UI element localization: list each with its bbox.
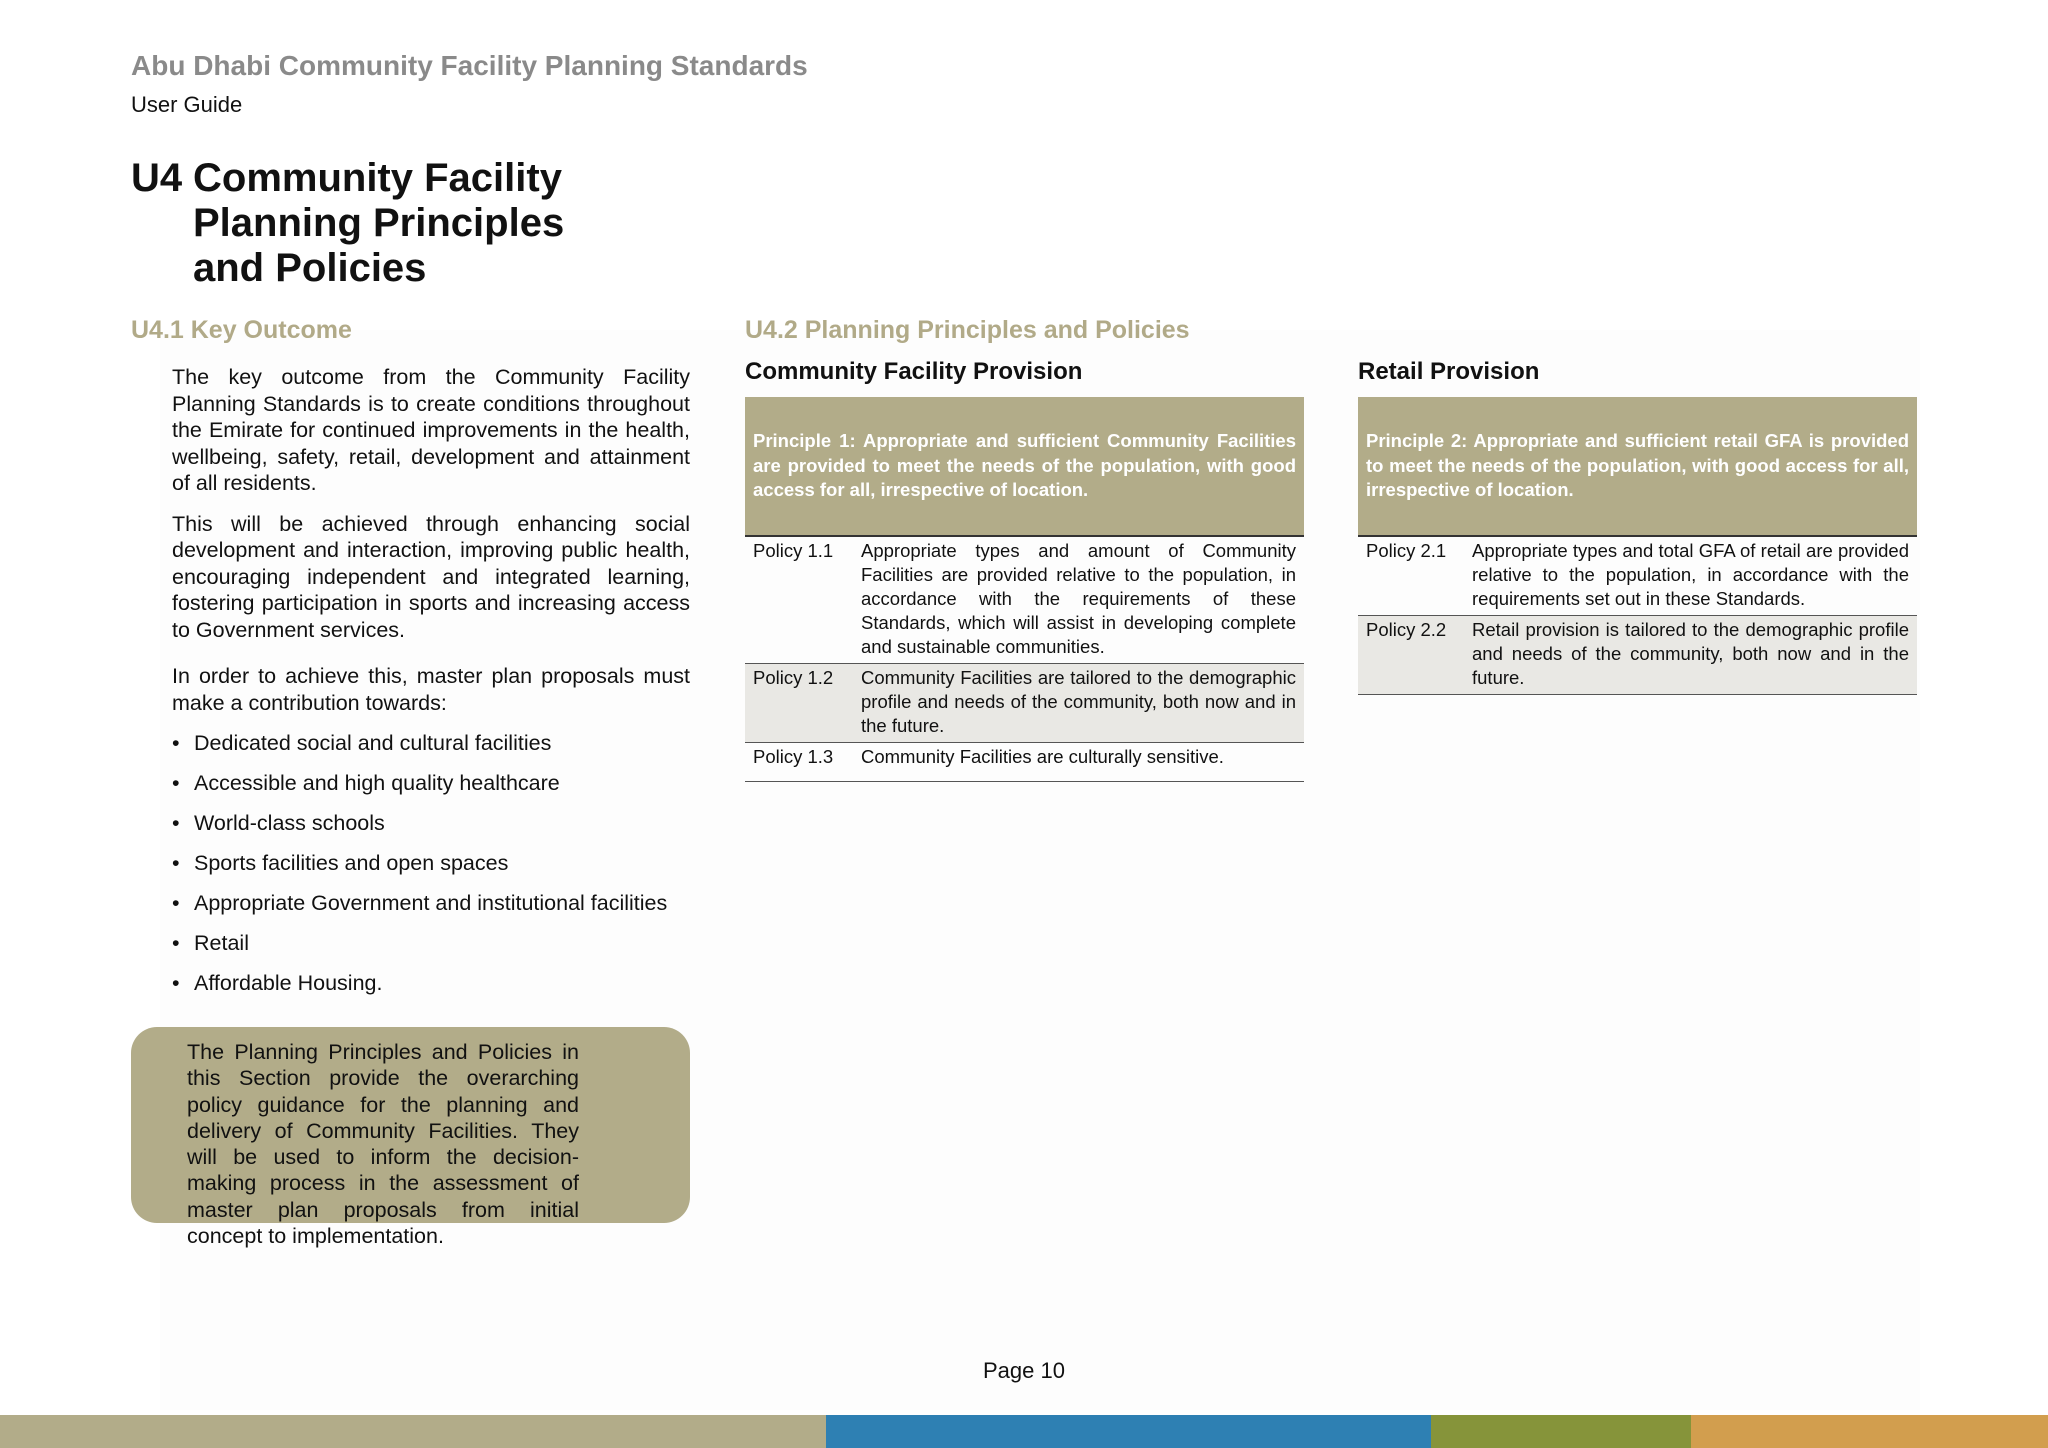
section-title-line: Community Facility — [193, 156, 562, 200]
bullet-icon: • — [172, 771, 180, 795]
policy-text: Retail provision is tailored to the demographic profile and needs of the community, both now and in the future. — [1464, 616, 1917, 695]
principles-heading: U4.2 Planning Principles and Policies — [745, 316, 1190, 344]
policy-text: Appropriate types and total GFA of retail are provided relative to the population, in accordance with the requirements set out in these Standards. — [1464, 536, 1917, 616]
principle-1-banner — [745, 397, 1304, 535]
document-subtitle: User Guide — [131, 92, 243, 117]
policy-id: Policy 1.3 — [745, 743, 853, 782]
footer-color-bar-3 — [1431, 1415, 1691, 1448]
key-outcome-heading: U4.1 Key Outcome — [131, 316, 352, 344]
bullet-icon: • — [172, 891, 180, 915]
page-number: Page 10 — [983, 1358, 1065, 1383]
section-number: U4 — [131, 156, 183, 200]
policy-id: Policy 2.2 — [1358, 616, 1464, 695]
policy-id: Policy 1.2 — [745, 664, 853, 743]
community-table-title: Community Facility Provision — [745, 358, 1083, 385]
key-outcome-body — [172, 364, 690, 1010]
section-title-line: and Policies — [193, 246, 427, 290]
retail-policy-table — [1358, 535, 1917, 695]
community-policy-table — [745, 535, 1304, 782]
paragraph: In order to achieve this, master plan proposals must make a contribution towards: — [172, 664, 690, 715]
policy-id: Policy 1.1 — [745, 536, 853, 664]
policy-text: Community Facilities are culturally sensitive. — [853, 743, 1304, 782]
table-row — [745, 536, 1304, 664]
list-item: • Sports facilities and open spaces — [172, 851, 509, 875]
callout-box — [131, 1027, 690, 1249]
footer-color-bar-2 — [826, 1415, 1431, 1448]
principle-text: Principle 1: Appropriate and sufficient Community Facilities are provided to meet the needs of the population, with good access for all, irrespective of location. — [753, 430, 1296, 501]
list-item: • Accessible and high quality healthcare — [172, 771, 560, 795]
contribution-list — [172, 730, 690, 997]
principle-text: Principle 2: Appropriate and sufficient retail GFA is provided to meet the needs of the population, with good access for all, irrespective of location. — [1366, 430, 1909, 501]
section-title-line: Planning Principles — [193, 201, 565, 245]
list-item: • Appropriate Government and institutional facilities — [172, 891, 668, 915]
bullet-icon: • — [172, 931, 180, 955]
table-row — [1358, 536, 1917, 616]
policy-text: Community Facilities are tailored to the demographic profile and needs of the community, both now and in the future. — [853, 664, 1304, 743]
paragraph: This will be achieved through enhancing social development and interaction, improving public health, encouraging independent and integrated learning, fostering participation in sports and increasing access to Government services. — [172, 511, 690, 642]
document-title: Abu Dhabi Community Facility Planning Standards — [131, 50, 808, 81]
callout-text: The Planning Principles and Policies in this Section provide the overarching policy guidance for the planning and delivery of Community Facilities. They will be used to inform the decision-making process in the assessment of master plan proposals from initial concept to implementation. — [187, 1040, 579, 1249]
policy-text: Appropriate types and amount of Community Facilities are provided relative to the population, in accordance with the requirements of these Standards, which will assist in developing complete and sustainable communities. — [853, 536, 1304, 664]
table-row — [745, 664, 1304, 743]
paragraph: The key outcome from the Community Facility Planning Standards is to create conditions throughout the Emirate for continued improvements in the health, wellbeing, safety, retail, development and attainment of all residents. — [172, 365, 690, 495]
list-item: • Dedicated social and cultural facilities — [172, 731, 552, 755]
list-item: • World-class schools — [172, 811, 385, 835]
footer-color-bar-1 — [0, 1415, 826, 1448]
bullet-icon: • — [172, 971, 180, 995]
principle-2-banner — [1358, 397, 1917, 535]
bullet-icon: • — [172, 811, 180, 835]
bullet-icon: • — [172, 731, 180, 755]
table-row — [745, 743, 1304, 782]
policy-id: Policy 2.1 — [1358, 536, 1464, 616]
retail-table-title: Retail Provision — [1358, 358, 1540, 385]
list-item: • Affordable Housing. — [172, 971, 383, 995]
bullet-icon: • — [172, 851, 180, 875]
table-row — [1358, 616, 1917, 695]
list-item: • Retail — [172, 931, 249, 955]
footer-color-bar-4 — [1691, 1415, 2048, 1448]
